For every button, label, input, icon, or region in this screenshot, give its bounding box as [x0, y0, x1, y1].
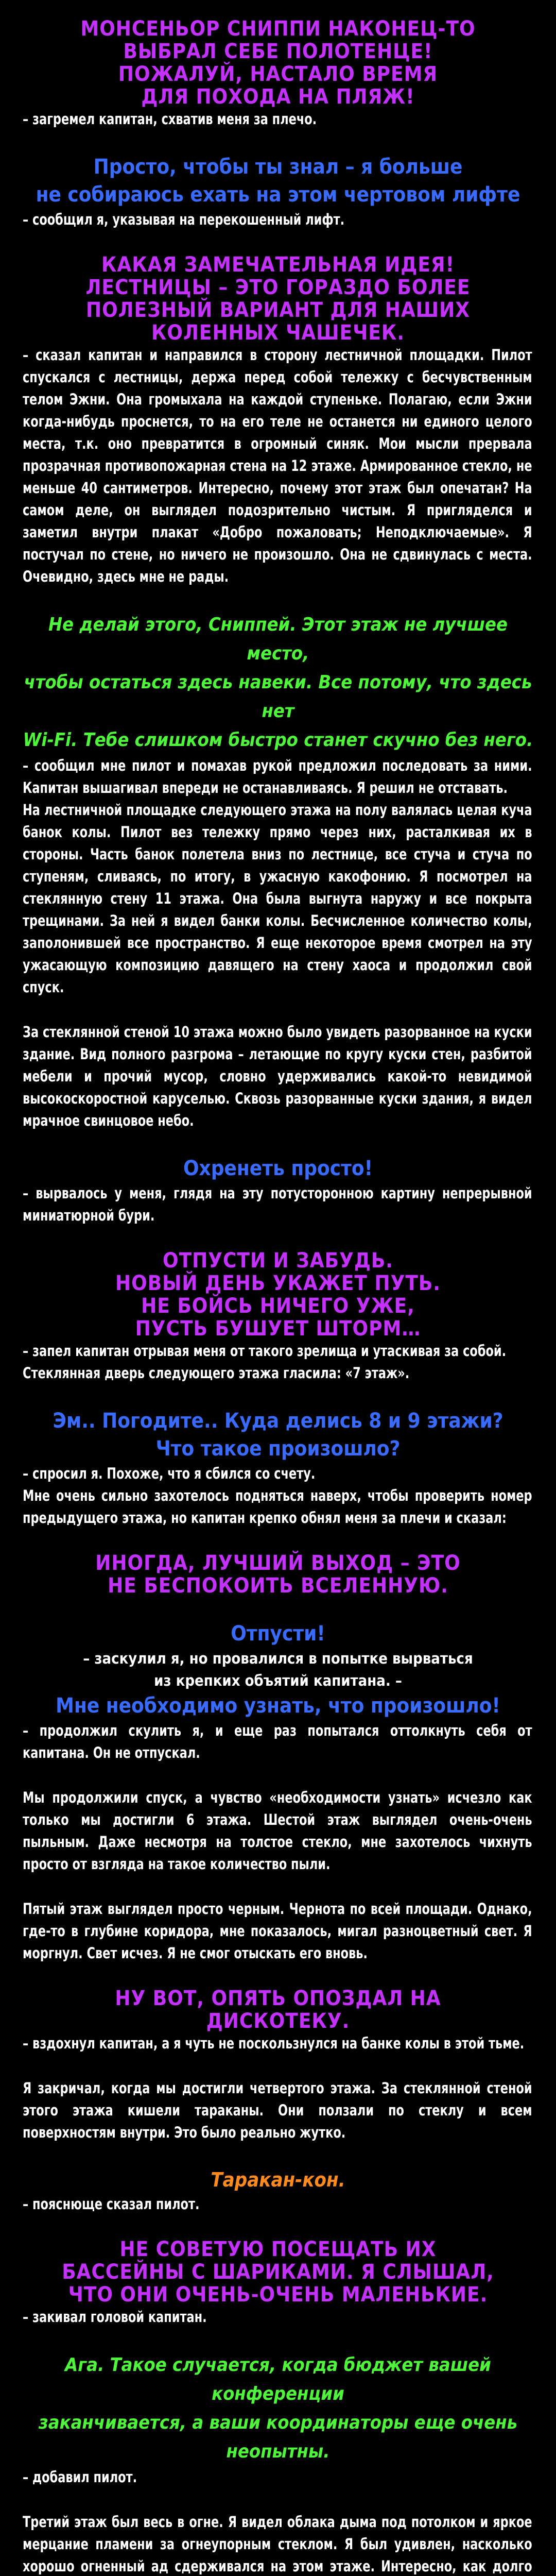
text-line: заканчивается, а ваши координаторы еще очень [38, 2412, 518, 2433]
text-line: МОНСЕНЬОР СНИППИ НАКОНЕЦ-ТО [80, 17, 476, 41]
text-line: Ага. Такое случается, когда бюджет вашей конференции [65, 2354, 491, 2404]
text-line: КАКАЯ ЗАМЕЧАТЕЛЬНАЯ ИДЕЯ! [101, 253, 455, 277]
narration-paragraph: За стеклянной стеной 10 этажа можно было увидеть разорванное на куски здание. Вид полного разгрома – летающие по кругу куски стен, разбитой мебели и прочий мусор, словно удерживались какой-то невидимой высокоскоростной каруселью. Сквозь разорванные куски здания, я видел мрачное свинцовое небо. [23, 1023, 532, 1129]
text-line: не собираюсь ехать на этом чертовом лифте [36, 183, 520, 207]
pilot-speech [23, 2351, 533, 2466]
text-line: ЛЕСТНИЦЫ – ЭТО ГОРАЗДО БОЛЕЕ [85, 276, 471, 299]
text-line: НОВЫЙ ДЕНЬ УКАЖЕТ ПУТЬ. [115, 1272, 441, 1295]
text-line: Не делай этого, Сниппей. Этот этаж не лучшее место, [48, 614, 508, 664]
narration-paragraph: – запел капитан отрывая меня от такого зрелища и утаскивая за собой. [23, 1342, 507, 1360]
text-line: Что такое произошло? [155, 1437, 401, 1461]
narration-centered [23, 1648, 533, 1692]
text-line: НУ ВОТ, ОПЯТЬ ОПОЗДАЛ НА [115, 1987, 441, 2010]
spacer [23, 2055, 533, 2077]
captain-speech [23, 1552, 533, 1597]
spacer [23, 2144, 533, 2166]
narrator-speech [23, 1692, 533, 1720]
spacer [23, 1764, 533, 1787]
narration-paragraph: Я закричал, когда мы достигли четвертого этажа. За стеклянной стеной этого этажа кишели тараканы. Они ползали по стеклу и всем поверхностям внутри. Это было реально жутко. [23, 2079, 532, 2141]
text-line: ПУСТЬ БУШУЕТ ШТОРМ… [135, 1317, 421, 1341]
text-line: ПОЛЕЗНЫЙ ВАРИАНТ ДЛЯ НАШИХ [85, 298, 471, 322]
narration-paragraph: Пятый этаж выглядел просто черным. Чернота по всей площади. Однако, где-то в глубине коридора, мне показалось, мигал разноцветный свет. Я моргнул. Свет исчез. Я не смог отыскать его вновь. [23, 1900, 532, 1962]
narration-paragraph: Мне очень сильно захотелось подняться наверх, чтобы проверить номер предыдущего этажа, но капитан крепко обнял меня за плечи и сказал: [23, 1487, 532, 1527]
text-line: НЕ СОВЕТУЮ ПОСЕЩАТЬ ИХ [119, 2238, 437, 2261]
captain-speech [23, 2238, 533, 2306]
narration-paragraph: – закивал головой капитан. [23, 2308, 207, 2326]
spacer [23, 1875, 533, 1898]
text-line: КОЛЕННЫХ ЧАШЕЧЕК. [151, 321, 405, 345]
captain-speech [23, 1249, 533, 1340]
spacer [23, 2215, 533, 2238]
captain-speech [23, 1987, 533, 2032]
narration-paragraph: Мы продолжили спуск, а чувство «необходимости узнать» исчезло как только мы достигли 6 этажа. Шестой этаж выглядел очень-очень пыльным. Даже несмотря на толстое стекло, мне захотелось чихнуть просто от взгляда на такое количество пыли. [23, 1789, 532, 1873]
narration-paragraph: – пояснюще сказал пилот. [23, 2195, 200, 2213]
spacer [23, 1964, 533, 1987]
narration-paragraph: – сообщил я, указывая на перекошенный лифт. [23, 211, 345, 228]
narration-paragraph: – сообщил мне пилот и помахав рукой предложил последовать за ними. Капитан вышагивал впереди не останавливаясь. Я решил не отставать. [23, 757, 532, 796]
narration-paragraph: – загремел капитан, схватив меня за плечо. [23, 110, 317, 128]
narration-paragraph: – спросил я. Похоже, что я сбился со счету. [23, 1465, 316, 1482]
narrator-speech [23, 1407, 533, 1463]
text-line: ОТПУСТИ И ЗАБУДЬ. [163, 1249, 393, 1273]
pilot-speech [23, 611, 533, 755]
text-line: – заскулил я, но провалился в попытке вырваться [83, 1650, 473, 1667]
spacer [23, 588, 533, 611]
narration-paragraph: Стеклянная дверь следующего этажа гласила: «7 этаж». [23, 1364, 410, 1382]
text-line: из крепких объятий капитана. – [154, 1672, 402, 1689]
narrator-speech [23, 1620, 533, 1648]
spacer [23, 130, 533, 153]
narration-paragraph: – добавил пилот. [23, 2468, 137, 2486]
text-line: ДИСКОТЕКУ. [206, 2009, 350, 2033]
text-line: ИНОГДА, ЛУЧШИЙ ВЫХОД – ЭТО [95, 1551, 461, 1575]
spacer [23, 1384, 533, 1407]
narrator-speech [23, 153, 533, 209]
spacer [23, 1529, 533, 1552]
text-line: Эм.. Погодите.. Куда делись 8 и 9 этажи? [53, 1409, 503, 1433]
text-line: ДЛЯ ПОХОДА НА ПЛЯЖ! [141, 85, 415, 109]
narration-paragraph: – вырвалось у меня, глядя на эту потусторонною картину непрерывной миниатюрной бури. [23, 1184, 532, 1224]
captain-speech [23, 253, 533, 344]
spacer [23, 2488, 533, 2511]
text-line: Отпусти! [231, 1622, 325, 1646]
text-line: Просто, чтобы ты знал – я больше [93, 155, 463, 179]
narration-paragraph: – продолжил скулить я, и еще раз попытался оттолкнуть себя от капитана. Он не отпускал. [23, 1722, 532, 1761]
text-line: БАССЕЙНЫ С ШАРИКАМИ. Я СЛЫШАЛ, [62, 2260, 494, 2284]
narration-paragraph: На лестничной площадке следующего этажа на полу валялась целая куча банок колы. Пилот вез тележку прямо через них, расталкивая их в стороны. Часть банок полетела вниз по лестнице, все стуча и стуча по ступеням, сливаясь, по итогу, в ужасную какофонию. Я посмотрел на стеклянную стену 11 этажа. Она была выгнута наружу и все покрыта трещинами. За ней я видел банки колы. Бесчисленное количество колы, заполонившей все пространство. Я еще некоторое время смотрел на эту ужасающую композицию давящего на стену хаоса и продолжил свой спуск. [23, 801, 532, 996]
text-line: ПОЖАЛУЙ, НАСТАЛО ВРЕМЯ [118, 62, 438, 86]
pilot-speech-orange [23, 2166, 533, 2193]
text-line: Wi-Fi. Тебе слишком быстро станет скучно без него. [23, 730, 533, 751]
spacer [23, 1132, 533, 1155]
captain-speech [23, 18, 533, 108]
narration-paragraph: – сказал капитан и направился в сторону лестничной площадки. Пилот спускался с лестницы, держа перед собой тележку с бесчувственным телом Эжни. Она громыхала на каждой ступеньке. Полагаю, если Эжни когда-нибудь проснется, то на его теле не останется ни единого целого места, т.к. оно превратится в огромный синяк. Мои мысли прервала прозрачная противопожарная стена на 12 этаже. Армированное стекло, не меньше 40 сантиметров. Интересно, почему этот этаж был опечатан? На самом деле, он выглядел подозрительно чистым. Я пригляделся и заметил внутри плакат «Добро пожаловать; Неподключаемые». Я постучал по стене, но ничего не произошло. Она не сдвинулась с места. Очевидно, здесь мне не рады. [23, 346, 532, 585]
spacer [23, 231, 533, 253]
text-line: Охренеть просто! [183, 1157, 373, 1180]
narration-paragraph: – вздохнул капитан, а я чуть не поскользнулся на банке колы в этой тьме. [23, 2035, 525, 2052]
spacer [23, 2328, 533, 2351]
text-line: Мне необходимо узнать, что произошло! [56, 1694, 500, 1718]
spacer [23, 998, 533, 1021]
text-line: НЕ БЕСПОКОИТЬ ВСЕЛЕННУЮ. [108, 1574, 448, 1598]
text-line: чтобы остаться здесь навеки. Все потому, что здесь нет [24, 672, 532, 722]
spacer [23, 1597, 533, 1620]
text-line: НЕ БОЙСЬ НИЧЕГО УЖЕ, [141, 1294, 415, 1318]
narration-paragraph: Третий этаж был весь в огне. Я видел облака дыма под потолком и яркое мерцание пламени за огнеупорным стеклом. Я был удивлен, насколько хорошо огненный ад сдерживался на этом этаже. Интересно, как долго [23, 2513, 532, 2575]
text-line: ВЫБРАЛ СЕБЕ ПОЛОТЕНЦЕ! [123, 40, 433, 63]
text-line: неопытны. [226, 2441, 330, 2462]
spacer [23, 1227, 533, 1249]
narrator-speech [23, 1155, 533, 1182]
text-line: ЧТО ОНИ ОЧЕНЬ-ОЧЕНЬ МАЛЕНЬКИЕ. [68, 2283, 488, 2307]
text-line: Таракан-кон. [211, 2168, 345, 2191]
